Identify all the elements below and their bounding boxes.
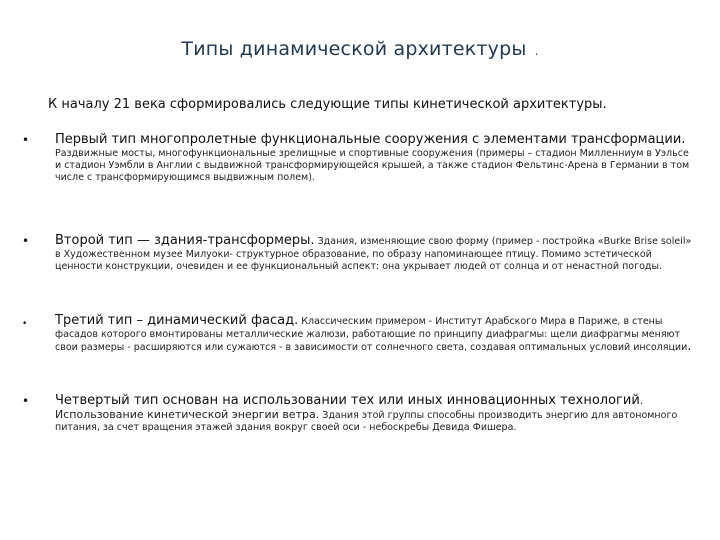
- list-item-second-type: [22, 233, 702, 273]
- item-lead: Четвертый тип основан на использовании тех или иных инновационных технологий: [55, 393, 640, 408]
- bullet-icon: •: [22, 234, 30, 248]
- item-description: Здания, изменяющие свою форму (пример - постройка «Burke Brise soleil» в Художественном музее Милуоки- структурное образование, по образу напоминающее птицу. Помимо эстетической ценности конструкции, очевиден и ее функциональный аспект: она укрывает людей от солнца и от ненастной погоды.: [55, 236, 692, 272]
- list-item-content: [55, 233, 695, 273]
- item-lead: Второй тип — здания-трансформеры.: [55, 233, 315, 248]
- list-item-content: [55, 132, 695, 184]
- item-description: Классическим примером - Институт Арабского Мира в Париже, в стены фасадов которого вмонтированы металлические жалюзи, работающие по принципу диафрагмы: щели диафрагмы меняют свои размеры - расширяются или сужаются - в зависимости от солнечного света, создавая оптимальных условий инсоляции: [55, 316, 688, 353]
- list-item-content: [55, 313, 695, 354]
- item-description: Раздвижные мосты, многофункциональные зрелищные и спортивные сооружения (примеры – стадион Милленниум в Уэльсе и стадион Уэмбли в Англии с выдвижной трансформирующейся крышей, а также стадион Фельтинс-Арена в Германии в том числе с трансформирующимся выдвижным полем).: [55, 148, 690, 183]
- item-description: Здания этой группы способны производить энергию для автономного питания, за счет вращения этажей здания вокруг своей оси - небоскребы Девида Фишера.: [55, 410, 678, 433]
- item-lead: Третий тип – динамический фасад.: [55, 313, 299, 328]
- bullet-icon: •: [22, 394, 30, 408]
- slide-title-dot: .: [534, 44, 539, 58]
- item-lead: Первый тип многопролетные функциональные сооружения с элементами трансформации.: [55, 132, 686, 147]
- bullet-icon: •: [22, 133, 30, 147]
- bullet-icon: •: [22, 319, 28, 329]
- item-end-dot: .: [687, 339, 692, 354]
- list-item-content: [55, 393, 695, 434]
- slide-title-text: Типы динамической архитектуры: [181, 38, 527, 60]
- item-subheading: . Использование кинетической энергии ветра.: [55, 394, 644, 421]
- list-item-fourth-type: [22, 393, 702, 434]
- intro-text: К началу 21 века сформировались следующие типы кинетической архитектуры.: [48, 97, 607, 112]
- list-item-third-type: [22, 313, 702, 354]
- slide-title: [0, 38, 720, 60]
- list-item-first-type: [22, 132, 702, 184]
